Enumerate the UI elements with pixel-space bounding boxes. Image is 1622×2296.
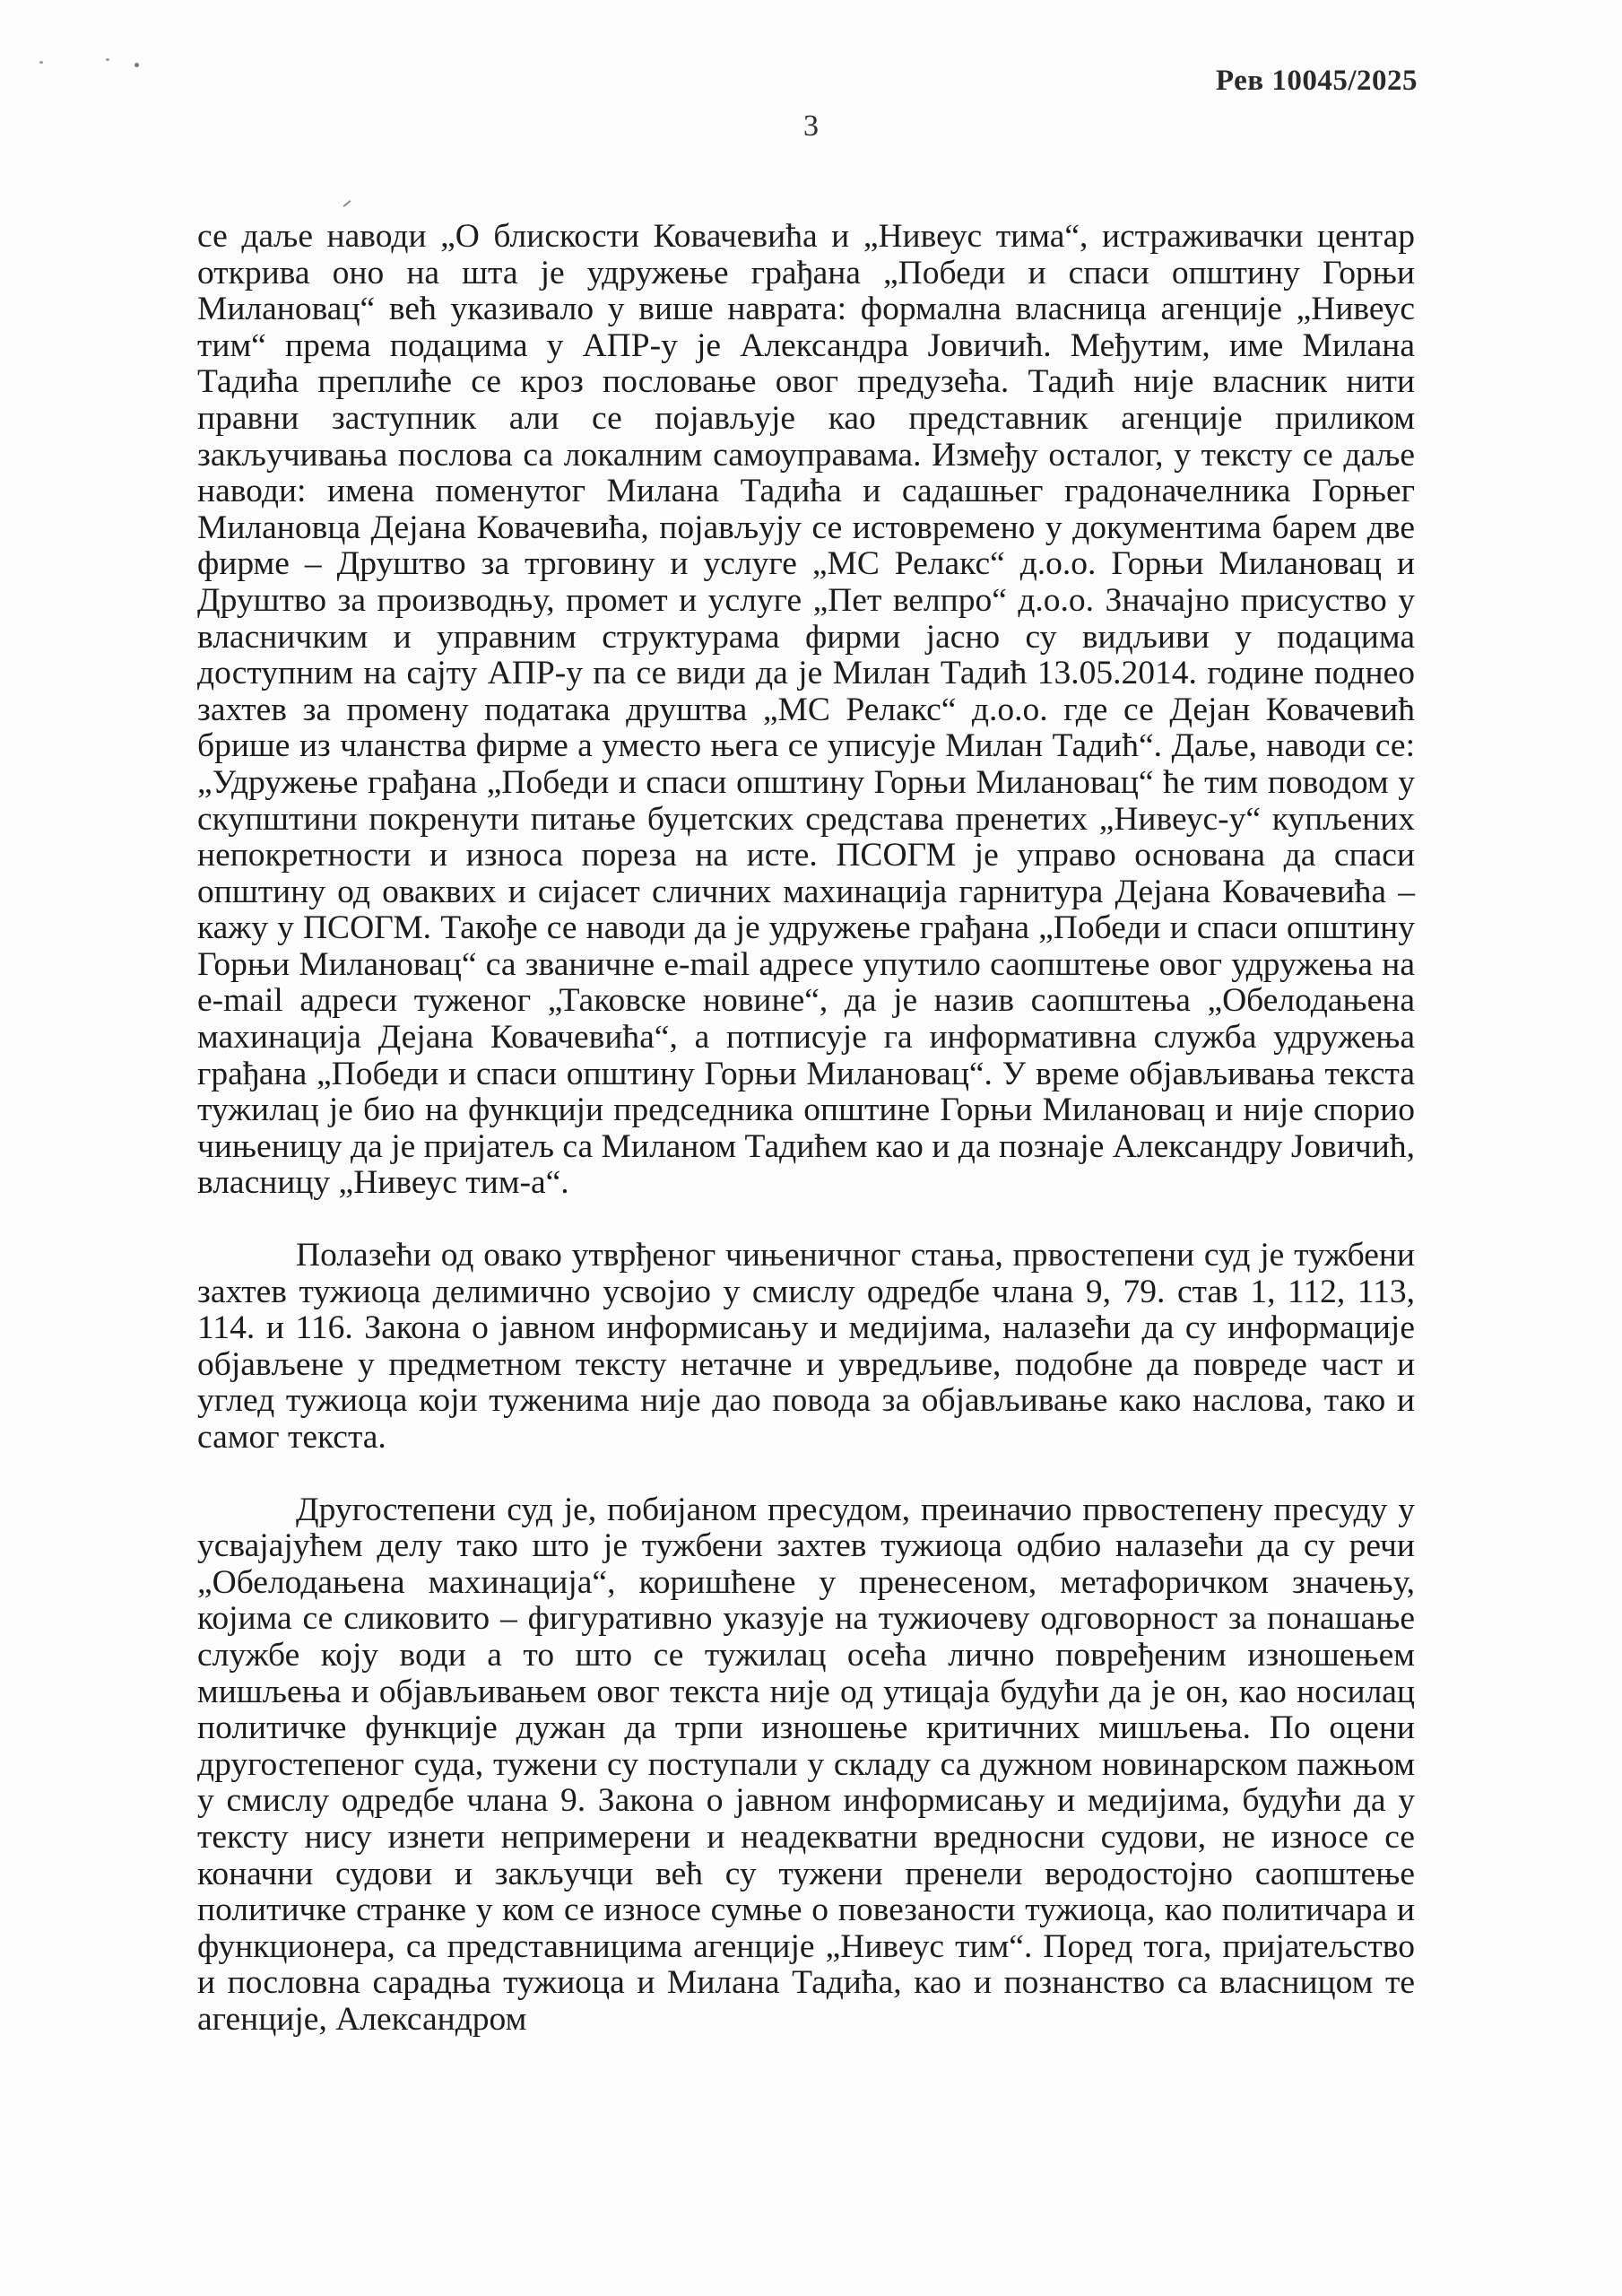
scan-speck xyxy=(106,58,109,61)
document-body xyxy=(197,219,1415,2039)
scan-speck xyxy=(134,63,139,67)
pen-tick-mark xyxy=(343,200,351,207)
page-number: 3 xyxy=(803,109,819,143)
paragraph-first-instance-ruling: Полазећи од овако утврђеног чињеничног стања, првостепени суд је тужбени захтев тужиоца делимично усвојио у смислу одредбе члана 9, 79. став 1, 112, 113, 114. и 116. Закона о јавном информисању и медијима, налазећи да су информације објављене у предметном тексту нетачне и увредљиве, подобне да повреде част и углед тужиоца који туженима није дао повода за објављивање како наслова, тако и самог текста. xyxy=(197,1237,1415,1456)
paragraph-continuation: се даље наводи „О блискости Ковачевића и „Нивеус тима“, истраживачки центар открива оно на шта је удружење грађана „Победи и спаси општину Горњи Милановац“ већ указивало у више наврата: формална власница агенције „Нивеус тим“ према подацима у АПР-у је Александра Јовичић. Међутим, име Милана Тадића преплиће се кроз пословање овог предузећа. Тадић није власник нити правни заступник али се појављује као представник агенције приликом закључивања послова са локалним самоуправама. Између осталог, у тексту се даље наводи: имена поменутог Милана Тадића и садашњег градоначелника Горњег Милановца Дејана Ковачевића, појављују се истовремено у документима барем две фирме – Друштво за трговину и услуге „МС Релакс“ д.о.о. Горњи Милановац и Друштво за производњу, промет и услуге „Пет велпро“ д.о.о. Значајно присуство у власничким и управним структурама фирми јасно су видљиви у подацима доступним на сајту АПР-у па се види да је Милан Тадић 13.05.2014. године поднео захтев за промену података друштва „МС Релакс“ д.о.о. где се Дејан Ковачевић брише из чланства фирме а уместо њега се уписује Милан Тадић“. Даље, наводи се: „Удружење грађана „Победи и спаси општину Горњи Милановац“ ће тим поводом у скупштини покренути питање буџетских средстава пренетих „Нивеус-у“ купљених непокретности и износа пореза на исте. ПСОГМ је управо основана да спаси општину од оваквих и сијасет сличних махинација гарнитура Дејана Ковачевића – кажу у ПСОГМ. Такође се наводи да је удружење грађана „Победи и спаси општину Горњи Милановац“ са званичне e-mail адресе упутило саопштење овог удружења на e-mail адреси туженог „Таковске новине“, да је назив саопштења „Обелодањена махинација Дејана Ковачевића“, а потписује га информативна служба удружења грађана „Победи и спаси општину Горњи Милановац“. У време објављивања текста тужилац је био на функцији председника општине Горњи Милановац и није спорио чињеницу да је пријатељ са Миланом Тадићем као и да познаје Александру Јовичић, власницу „Нивеус тим-а“. xyxy=(197,218,1415,1202)
case-number: Рев 10045/2025 xyxy=(1215,65,1418,97)
scan-speck xyxy=(39,61,43,64)
scan-specks xyxy=(36,54,161,72)
paragraph-second-instance-ruling: Другостепени суд је, побијаном пресудом, преиначио првостепену пресуду у усвајајућем делу тако што је тужбени захтев тужиоца одбио налазећи да су речи „Обелодањена махинација“, коришћене у пренесеном, метафоричком значењу, којима се сликовито – фигуративно указује на тужиочеву одговорност за понашање службе коју води а то што се тужилац осећа лично повређеним изношењем мишљења и објављивањем овог текста није од утицаја будући да је он, као носилац политичке функције дужан да трпи изношење критичних мишљења. По оцени другостепеног суда, тужени су поступали у складу са дужном новинарском пажњом у смислу одредбе члана 9. Закона о јавном информисању и медијима, будући да у тексту нису изнети непримерени и неадекватни вредносни судови, не износе се коначни судови и закључци већ су тужени пренели веродостојно саопштење политичке странке у ком се износе сумње о повезаности тужиоца, као политичара и функционера, са представницима агенције „Нивеус тим“. Поред тога, пријатељство и пословна сарадња тужиоца и Милана Тадића, као и познанство са власницом те агенције, Александром xyxy=(197,1491,1415,2038)
